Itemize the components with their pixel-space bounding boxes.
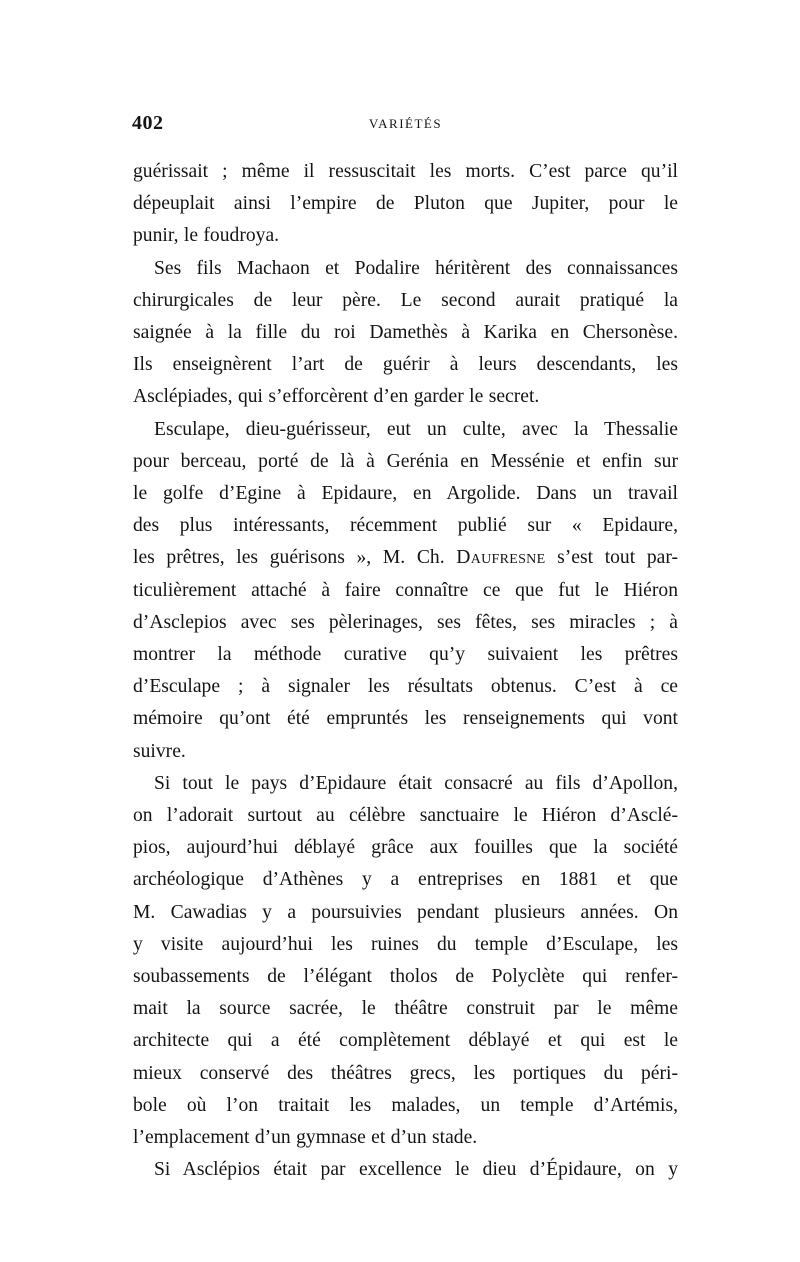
- text-line: mait la source sacrée, le théâtre construit par le même: [133, 998, 678, 1020]
- text-line: [133, 542, 678, 574]
- text-line: mémoire qu’ont été empruntés les renseignements qui vont: [133, 708, 678, 730]
- text-line: d’Asclepios avec ses pèlerinages, ses fêtes, ses miracles ; à: [133, 611, 678, 633]
- text-line: Si tout le pays d’Epidaure était consacré au fils d’Apollon,: [154, 772, 678, 794]
- paragraph: [133, 253, 678, 414]
- text-line: ticulièrement attaché à faire connaître ce que fut le Hiéron: [133, 579, 678, 601]
- text-line: architecte qui a été complètement déblayé et qui est le: [133, 1030, 678, 1052]
- text-line: Ses fils Machaon et Podalire héritèrent des connaissances: [154, 257, 678, 279]
- text-line: chirurgicales de leur père. Le second aurait pratiqué la: [133, 289, 678, 311]
- text-line: l’emplacement d’un gymnase et d’un stade.: [133, 1127, 478, 1149]
- running-title: VARIÉTÉS: [368, 116, 443, 131]
- text-line: pour berceau, porté de là à Gerénia en Messénie et enfin sur: [133, 450, 678, 472]
- book-page: [133, 112, 678, 1187]
- text-line: Esculape, dieu-guérisseur, eut un culte, avec la Thessalie: [154, 418, 678, 440]
- text-line: le golfe d’Egine à Epidaure, en Argolide. Dans un travail: [133, 483, 678, 505]
- text-line: dépeuplait ainsi l’empire de Pluton que Jupiter, pour le: [133, 193, 678, 215]
- text-line: Si Asclépios était par excellence le dieu d’Épidaure, on y: [154, 1159, 678, 1181]
- text-line: saignée à la fille du roi Damethès à Karika en Chersonèse.: [133, 322, 678, 344]
- text-line: archéologique d’Athènes y a entreprises en 1881 et que: [133, 869, 678, 891]
- text-line: des plus intéressants, récemment publié sur « Epidaure,: [133, 515, 678, 537]
- text-fragment: les prêtres, les guérisons », M. Ch.: [133, 547, 457, 569]
- paragraph: [133, 156, 678, 253]
- text-line: guérissait ; même il ressuscitait les morts. C’est parce qu’il: [133, 161, 678, 182]
- text-line: d’Esculape ; à signaler les résultats obtenus. C’est à ce: [133, 676, 678, 698]
- text-line: Asclépiades, qui s’efforcèrent d’en garder le secret.: [133, 386, 540, 408]
- text-line: on l’adorait surtout au célèbre sanctuaire le Hiéron d’Asclé-: [133, 805, 678, 827]
- body-text: [133, 156, 678, 1187]
- text-line: y visite aujourd’hui les ruines du temple d’Esculape, les: [133, 933, 678, 955]
- text-line: suivre.: [133, 740, 186, 762]
- text-line: mieux conservé des théâtres grecs, les portiques du péri-: [133, 1062, 678, 1084]
- text-line: bole où l’on traitait les malades, un temple d’Artémis,: [133, 1094, 678, 1116]
- text-line: montrer la méthode curative qu’y suivaient les prêtres: [133, 644, 678, 666]
- text-line: soubassements de l’élégant tholos de Polyclète qui renfer-: [133, 966, 678, 988]
- text-line: pios, aujourd’hui déblayé grâce aux fouilles que la société: [133, 837, 678, 859]
- text-line: M. Cawadias y a poursuivies pendant plusieurs années. On: [133, 901, 678, 923]
- paragraph: [133, 1154, 678, 1186]
- text-line: Ils enseignèrent l’art de guérir à leurs descendants, les: [133, 354, 678, 376]
- text-fragment: s’est tout par-: [545, 547, 678, 569]
- paragraph: [133, 414, 678, 768]
- page-header: [133, 112, 678, 142]
- paragraph: [133, 768, 678, 1154]
- text-line: punir, le foudroya.: [133, 225, 280, 247]
- author-name: Daufresne: [456, 547, 546, 569]
- page-number: 402: [132, 112, 164, 134]
